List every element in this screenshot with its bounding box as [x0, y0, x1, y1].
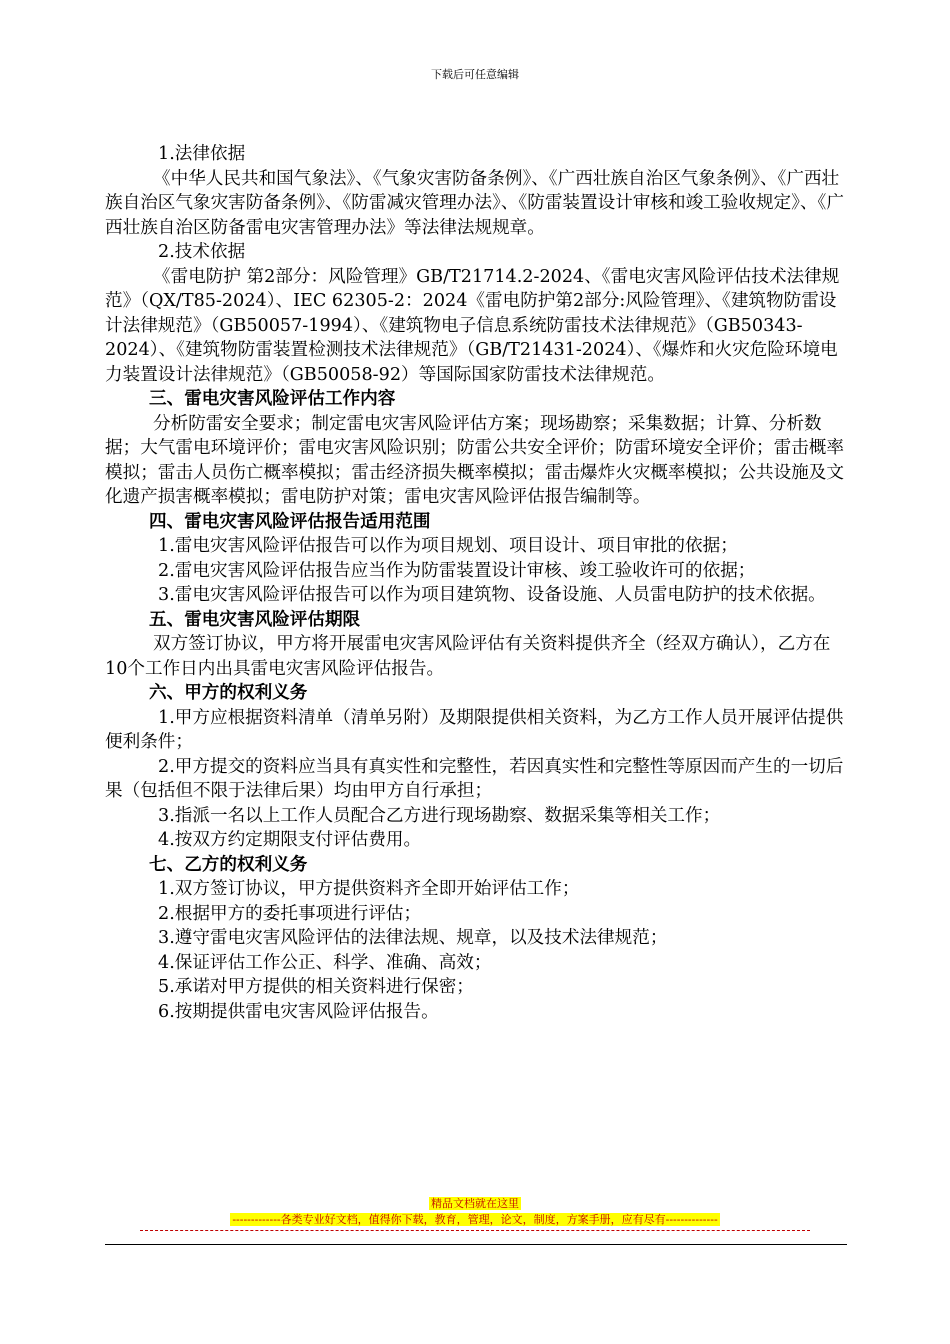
footer-banner-subtitle — [0, 1212, 950, 1227]
paragraph-party-b-4: 4.保证评估工作公正、科学、准确、高效； — [158, 952, 492, 973]
paragraph-scope-3: 3.雷电灾害风险评估报告可以作为项目建筑物、设备设施、人员雷电防护的技术依据。 — [158, 585, 826, 605]
paragraph-party-b-2: 2.根据甲方的委托事项进行评估； — [158, 903, 422, 924]
paragraph-party-b-1: 1.双方签订协议，甲方提供资料齐全即开始评估工作； — [158, 879, 580, 899]
section-heading-5: 五、雷电灾害风险评估期限 — [149, 608, 361, 630]
paragraph-party-a-3: 3.指派一名以上工作人员配合乙方进行现场勘察、数据采集等相关工作； — [158, 805, 721, 826]
section-heading-4: 四、雷电灾害风险评估报告适用范围 — [149, 510, 431, 532]
footer-banner-title — [0, 1196, 950, 1211]
paragraph-technical-basis: 《雷电防护 第2部分：风险管理》GB/T21714.2-2024、《雷电灾害风险评估技术法律规范》（QX/T85-2024）、IEC 62305-2：2024《雷电防护第2部分:风险管理》、《建筑物防雷设计法律规范》（GB50057-1994）、《建筑物电子信息系统防雷技术法律规范》（GB50343-2024）、《建筑物防雷装置检测技术法律规范》（GB/T21431-2024）、《爆炸和火灾危险环境电力装置设计法律规范》（GB50058-92）等国际国家防雷技术法律规范。 — [105, 266, 840, 385]
paragraph-party-a-1: 1.甲方应根据资料清单（清单另附）及期限提供相关资料，为乙方工作人员开展评估提供便利条件； — [105, 707, 844, 752]
footer-dashed-divider — [140, 1230, 810, 1231]
section-heading-7: 七、乙方的权利义务 — [149, 853, 308, 875]
page-header: 下载后可任意编辑 — [431, 68, 519, 81]
paragraph-technical-basis-title: 2.技术依据 — [158, 242, 246, 262]
paragraph-period: 双方签订协议，甲方将开展雷电灾害风险评估有关资料提供齐全（经双方确认），乙方在10个工作日内出具雷电灾害风险评估报告。 — [105, 634, 831, 679]
paragraph-party-b-3: 3.遵守雷电灾害风险评估的法律法规、规章，以及技术法律规范； — [158, 928, 668, 948]
footer-banner-title-text: 精品文档就在这里 — [431, 1197, 519, 1210]
section-heading-3: 三、雷电灾害风险评估工作内容 — [149, 388, 396, 409]
section-heading-6: 六、甲方的权利义务 — [149, 682, 308, 703]
document-body — [105, 142, 847, 1024]
paragraph-scope-2: 2.雷电灾害风险评估报告应当作为防雷装置设计审核、竣工验收许可的依据； — [158, 560, 756, 581]
paragraph-scope-1: 1.雷电灾害风险评估报告可以作为项目规划、项目设计、项目审批的依据； — [158, 536, 738, 556]
paragraph-party-b-5: 5.承诺对甲方提供的相关资料进行保密； — [158, 977, 474, 997]
paragraph-party-a-4: 4.按双方约定期限支付评估费用。 — [158, 830, 422, 850]
paragraph-work-content: 分析防雷安全要求；制定雷电灾害风险评估方案；现场勘察；采集数据；计算、分析数据；大气雷电环境评价；雷电灾害风险识别；防雷公共安全评价；防雷环境安全评价；雷击概率模拟；雷击人员伤亡概率模拟；雷击经济损失概率模拟；雷击爆炸火灾概率模拟；公共设施及文化遗产损害概率模拟；雷电防护对策；雷电灾害风险评估报告编制等。 — [105, 413, 844, 507]
paragraph-party-a-2: 2.甲方提交的资料应当具有真实性和完整性，若因真实性和完整性等原因而产生的一切后果（包括但不限于法律后果）均由甲方自行承担； — [105, 756, 844, 801]
footer-rule — [105, 1244, 847, 1245]
footer-banner-subtitle-text: -------------各类专业好文档，值得你下载，教育，管理，论文，制度，方案手册，应有尽有-------------- — [232, 1213, 718, 1226]
paragraph-legal-basis: 《中华人民共和国气象法》、《气象灾害防备条例》、《广西壮族自治区气象条例》、《广西壮族自治区气象灾害防备条例》、《防雷减灾管理办法》、《防雷装置设计审核和竣工验收规定》、《广西壮族自治区防备雷电灾害管理办法》等法律法规规章。 — [105, 168, 844, 238]
paragraph-legal-basis-title: 1.法律依据 — [158, 144, 246, 164]
paragraph-party-b-6: 6.按期提供雷电灾害风险评估报告。 — [158, 1001, 439, 1022]
